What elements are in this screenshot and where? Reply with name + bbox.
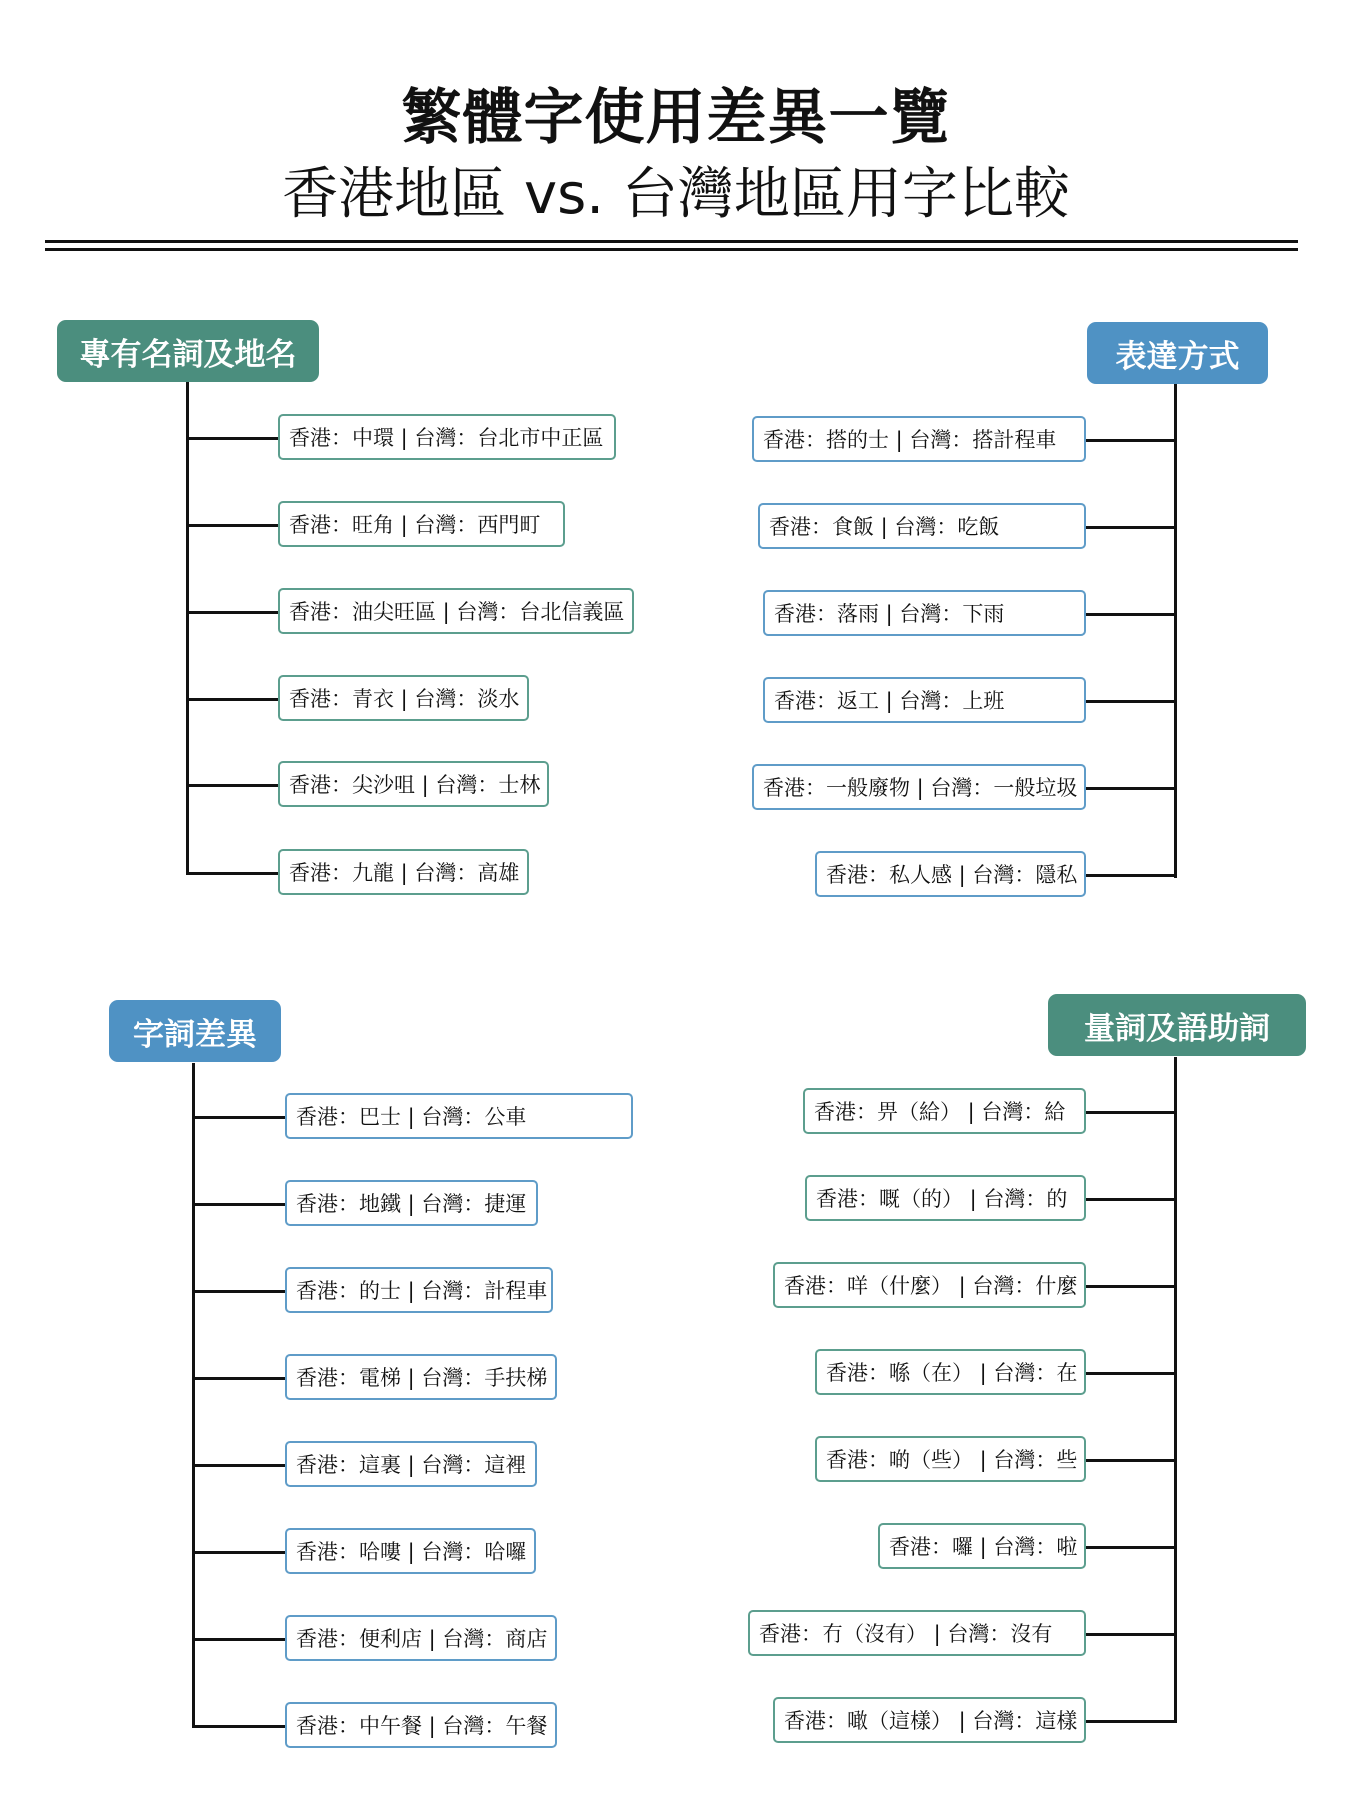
leaf-expression[interactable]: 香港：私人感 | 台灣：隱私 — [815, 851, 1086, 897]
connector — [192, 1203, 285, 1206]
leaf-word-diff[interactable]: 香港：巴士 | 台灣：公車 — [285, 1093, 633, 1139]
word-diff-trunk — [192, 1063, 195, 1728]
connector — [1086, 700, 1177, 703]
leaf-word-diff[interactable]: 香港：這裏 | 台灣：這裡 — [285, 1441, 537, 1487]
connector — [1086, 1633, 1177, 1636]
connector — [1086, 1459, 1177, 1462]
connector — [1086, 439, 1177, 442]
leaf-expression[interactable]: 香港：落雨 | 台灣：下雨 — [763, 590, 1086, 636]
leaf-proper-noun[interactable]: 香港：中環 | 台灣：台北市中正區 — [278, 414, 616, 460]
connector — [1086, 1372, 1177, 1375]
leaf-word-diff[interactable]: 香港：哈嘍 | 台灣：哈囉 — [285, 1528, 536, 1574]
leaf-proper-noun[interactable]: 香港：尖沙咀 | 台灣：士林 — [278, 761, 549, 807]
connector — [192, 1464, 285, 1467]
leaf-proper-noun[interactable]: 香港：油尖旺區 | 台灣：台北信義區 — [278, 588, 634, 634]
connector — [186, 698, 278, 701]
connector — [186, 784, 278, 787]
connector — [192, 1290, 285, 1293]
connector — [1086, 1546, 1177, 1549]
connector — [1086, 1285, 1177, 1288]
leaf-particle[interactable]: 香港：囉 | 台灣：啦 — [878, 1523, 1086, 1569]
page-subtitle: 香港地區 vs. 台灣地區用字比較 — [282, 162, 1070, 227]
connector — [1086, 613, 1177, 616]
leaf-particle[interactable]: 香港：畀（給） | 台灣：給 — [803, 1088, 1086, 1134]
category-particles[interactable]: 量詞及語助詞 — [1048, 994, 1306, 1056]
leaf-expression[interactable]: 香港：搭的士 | 台灣：搭計程車 — [752, 416, 1086, 462]
category-proper-nouns[interactable]: 專有名詞及地名 — [57, 320, 319, 382]
category-word-diff[interactable]: 字詞差異 — [109, 1000, 281, 1062]
leaf-particle[interactable]: 香港：啲（些） | 台灣：些 — [815, 1436, 1086, 1482]
connector — [1086, 874, 1177, 877]
connector — [186, 872, 278, 875]
connector — [1086, 787, 1177, 790]
particles-trunk — [1174, 1057, 1177, 1722]
leaf-proper-noun[interactable]: 香港：旺角 | 台灣：西門町 — [278, 501, 565, 547]
connector — [192, 1551, 285, 1554]
title-divider-top — [45, 240, 1298, 243]
connector — [186, 611, 278, 614]
leaf-word-diff[interactable]: 香港：便利店 | 台灣：商店 — [285, 1615, 557, 1661]
leaf-particle[interactable]: 香港：噉（這樣） | 台灣：這樣 — [773, 1697, 1086, 1743]
leaf-particle[interactable]: 香港：冇（沒有） | 台灣：沒有 — [748, 1610, 1086, 1656]
connector — [186, 437, 278, 440]
leaf-word-diff[interactable]: 香港：的士 | 台灣：計程車 — [285, 1267, 553, 1313]
connector — [1086, 1111, 1177, 1114]
leaf-particle[interactable]: 香港：咩（什麼） | 台灣：什麼 — [773, 1262, 1086, 1308]
connector — [192, 1638, 285, 1641]
expressions-trunk — [1174, 384, 1177, 878]
leaf-expression[interactable]: 香港：食飯 | 台灣：吃飯 — [758, 503, 1086, 549]
connector — [186, 524, 278, 527]
connector — [192, 1725, 285, 1728]
proper-nouns-trunk — [186, 382, 189, 875]
leaf-word-diff[interactable]: 香港：電梯 | 台灣：手扶梯 — [285, 1354, 557, 1400]
leaf-proper-noun[interactable]: 香港：九龍 | 台灣：高雄 — [278, 849, 529, 895]
connector — [1086, 1720, 1177, 1723]
leaf-particle[interactable]: 香港：嘅（的） | 台灣：的 — [805, 1175, 1086, 1221]
title-divider-bottom — [45, 248, 1298, 251]
connector — [192, 1116, 285, 1119]
leaf-particle[interactable]: 香港：喺（在） | 台灣：在 — [815, 1349, 1086, 1395]
connector — [192, 1377, 285, 1380]
leaf-proper-noun[interactable]: 香港：青衣 | 台灣：淡水 — [278, 675, 529, 721]
connector — [1086, 1198, 1177, 1201]
leaf-word-diff[interactable]: 香港：中午餐 | 台灣：午餐 — [285, 1702, 557, 1748]
leaf-expression[interactable]: 香港：一般廢物 | 台灣：一般垃圾 — [752, 764, 1086, 810]
leaf-word-diff[interactable]: 香港：地鐵 | 台灣：捷運 — [285, 1180, 538, 1226]
page-title: 繁體字使用差異一覽 — [401, 83, 951, 153]
leaf-expression[interactable]: 香港：返工 | 台灣：上班 — [763, 677, 1086, 723]
connector — [1086, 526, 1177, 529]
category-expressions[interactable]: 表達方式 — [1087, 322, 1268, 384]
